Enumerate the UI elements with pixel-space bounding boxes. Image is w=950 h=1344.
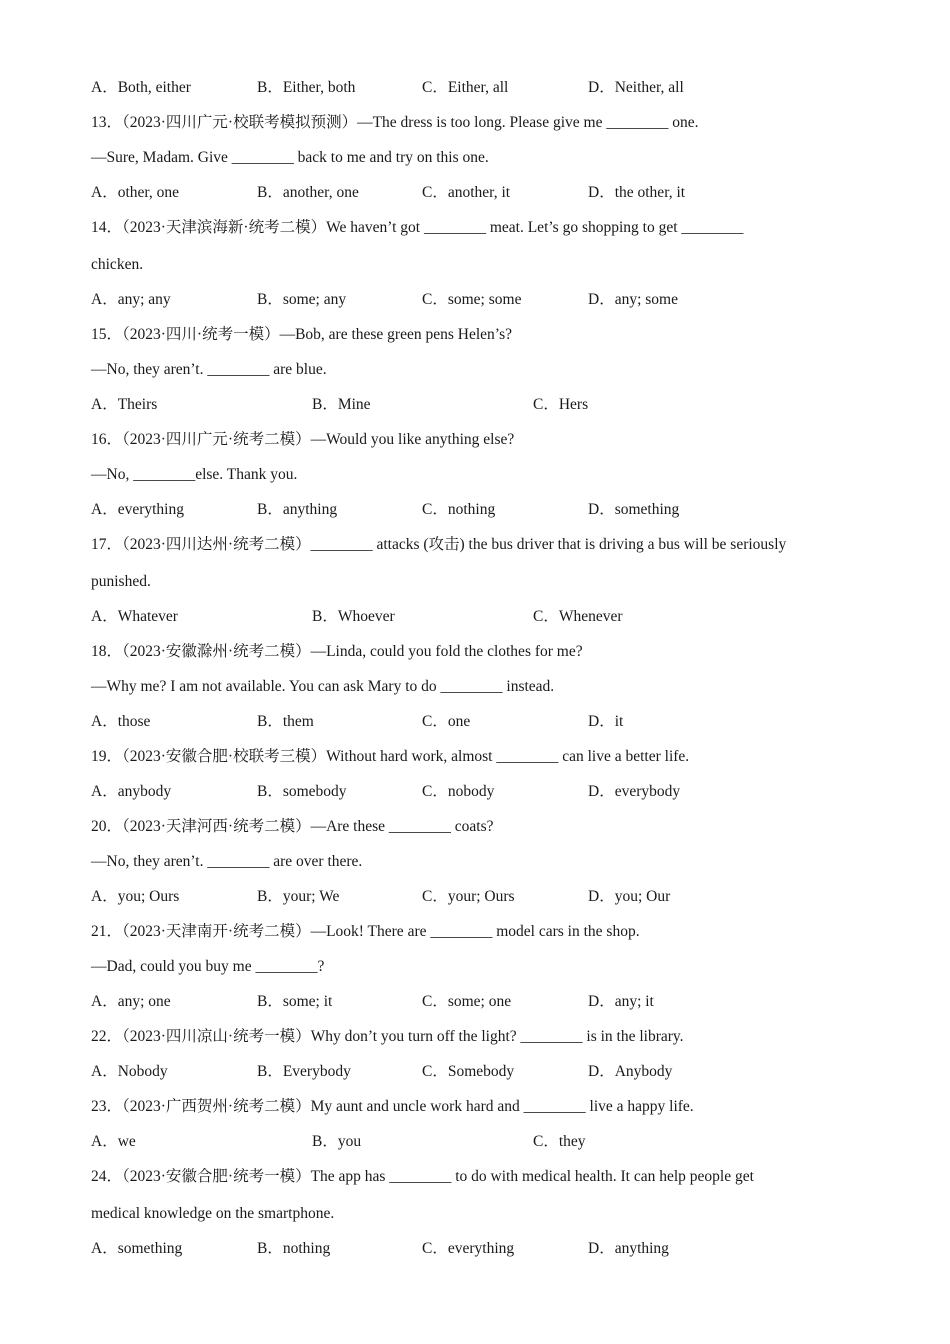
question-line: punished.: [91, 573, 151, 590]
options-row: [91, 1062, 861, 1082]
option-c: C．some; one: [422, 993, 512, 1010]
option-b: B．Mine: [312, 396, 371, 413]
option-d: D．you; Our: [588, 888, 671, 905]
option-d: D．Neither, all: [588, 79, 684, 96]
options-row: [91, 395, 861, 415]
option-a: A．any; any: [91, 291, 171, 308]
option-b: B．nothing: [257, 1240, 331, 1257]
question-line: medical knowledge on the smartphone.: [91, 1205, 335, 1222]
options-row: [91, 782, 861, 802]
question-line: —Why me? I am not available. You can ask Mary to do ________ instead.: [91, 678, 555, 695]
option-c: C．everything: [422, 1240, 515, 1257]
options-row: [91, 290, 861, 310]
option-a: A．those: [91, 713, 151, 730]
option-b: B．anything: [257, 501, 338, 518]
option-a: A．other, one: [91, 184, 180, 201]
question-line: 20．（2023·天津河西·统考二模）—Are these ________ coats?: [91, 818, 494, 835]
option-d: D．anything: [588, 1240, 669, 1257]
question-line: 17．（2023·四川达州·统考二模）________ attacks (攻击) the bus driver that is driving a bus will be seriously: [91, 536, 787, 553]
option-b: B．another, one: [257, 184, 359, 201]
question-line: —No, ________else. Thank you.: [91, 466, 298, 483]
option-b: B．your; We: [257, 888, 340, 905]
options-row: [91, 887, 861, 907]
option-b: B．some; any: [257, 291, 347, 308]
option-b: B．you: [312, 1133, 362, 1150]
option-c: C．some; some: [422, 291, 522, 308]
options-row: [91, 1239, 861, 1259]
option-c: C．your; Ours: [422, 888, 515, 905]
option-a: A．any; one: [91, 993, 171, 1010]
option-c: C．another, it: [422, 184, 511, 201]
question-line: 14．（2023·天津滨海新·统考二模）We haven’t got ________ meat. Let’s go shopping to get ________: [91, 219, 744, 236]
question-line: 23．（2023·广西贺州·统考二模）My aunt and uncle work hard and ________ live a happy life.: [91, 1098, 694, 1115]
option-c: C．they: [533, 1133, 586, 1150]
option-b: B．Either, both: [257, 79, 356, 96]
question-line: 19．（2023·安徽合肥·校联考三模）Without hard work, almost ________ can live a better life.: [91, 748, 690, 765]
option-a: A．something: [91, 1240, 183, 1257]
option-d: D．everybody: [588, 783, 681, 800]
question-line: chicken.: [91, 256, 144, 273]
option-d: D．the other, it: [588, 184, 686, 201]
option-d: D．any; some: [588, 291, 678, 308]
question-line: —No, they aren’t. ________ are blue.: [91, 361, 327, 378]
question-line: 24．（2023·安徽合肥·统考一模）The app has ________ to do with medical health. It can help people get: [91, 1168, 754, 1185]
option-a: A．Nobody: [91, 1063, 168, 1080]
question-line: 15．（2023·四川·统考一模）—Bob, are these green pens Helen’s?: [91, 326, 512, 343]
options-row: [91, 1132, 861, 1152]
options-row: [91, 712, 861, 732]
question-line: —Sure, Madam. Give ________ back to me and try on this one.: [91, 149, 489, 166]
option-a: A．anybody: [91, 783, 172, 800]
option-c: C．Hers: [533, 396, 589, 413]
options-row: [91, 500, 861, 520]
option-d: D．something: [588, 501, 680, 518]
option-c: C．Either, all: [422, 79, 509, 96]
question-line: 13．（2023·四川广元·校联考模拟预测）—The dress is too long. Please give me ________ one.: [91, 114, 699, 131]
option-a: A．Theirs: [91, 396, 158, 413]
option-c: C．nothing: [422, 501, 496, 518]
option-d: D．it: [588, 713, 624, 730]
option-b: B．them: [257, 713, 314, 730]
options-row: [91, 183, 861, 203]
option-c: C．Whenever: [533, 608, 623, 625]
question-line: 18．（2023·安徽滁州·统考二模）—Linda, could you fold the clothes for me?: [91, 643, 583, 660]
question-line: —No, they aren’t. ________ are over there.: [91, 853, 363, 870]
option-b: B．Whoever: [312, 608, 395, 625]
option-a: A．you; Ours: [91, 888, 180, 905]
options-row: [91, 607, 861, 627]
question-line: —Dad, could you buy me ________?: [91, 958, 325, 975]
options-row: [91, 78, 861, 98]
option-d: D．any; it: [588, 993, 654, 1010]
option-c: C．nobody: [422, 783, 495, 800]
option-a: A．Both, either: [91, 79, 191, 96]
option-d: D．Anybody: [588, 1063, 673, 1080]
option-a: A．we: [91, 1133, 136, 1150]
option-c: C．one: [422, 713, 471, 730]
question-line: 16．（2023·四川广元·统考二模）—Would you like anything else?: [91, 431, 515, 448]
options-row: [91, 992, 861, 1012]
question-line: 22．（2023·四川凉山·统考一模）Why don’t you turn off the light? ________ is in the library.: [91, 1028, 684, 1045]
option-b: B．somebody: [257, 783, 347, 800]
option-c: C．Somebody: [422, 1063, 515, 1080]
option-b: B．Everybody: [257, 1063, 351, 1080]
question-line: 21．（2023·天津南开·统考二模）—Look! There are ________ model cars in the shop.: [91, 923, 640, 940]
option-a: A．everything: [91, 501, 184, 518]
option-b: B．some; it: [257, 993, 333, 1010]
option-a: A．Whatever: [91, 608, 178, 625]
